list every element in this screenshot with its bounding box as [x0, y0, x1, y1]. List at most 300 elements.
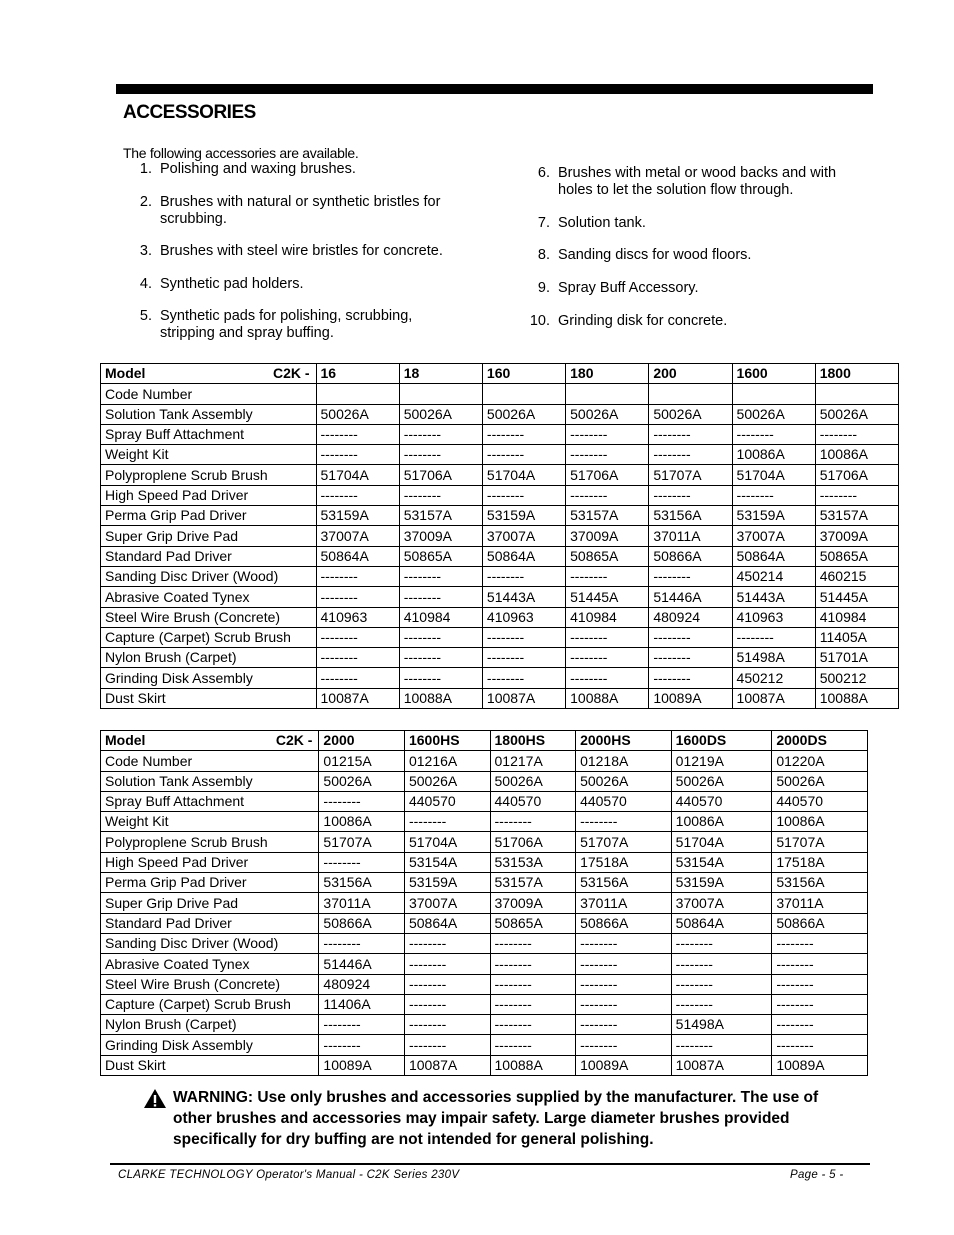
table-cell: 37007A — [316, 526, 399, 546]
table-cell: -------- — [482, 648, 565, 668]
table-cell: 53157A — [490, 873, 576, 893]
table-cell: 10088A — [566, 688, 649, 708]
table-cell: 440570 — [490, 791, 576, 811]
table-cell: 50865A — [815, 546, 898, 566]
table-cell: -------- — [404, 812, 490, 832]
table-cell: 50864A — [404, 913, 490, 933]
table-cell: 50866A — [772, 913, 868, 933]
table-cell: 51498A — [671, 1015, 772, 1035]
table-cell: -------- — [404, 1035, 490, 1055]
table-row — [101, 954, 868, 974]
table-cell: 53157A — [399, 506, 482, 526]
table-cell: -------- — [671, 974, 772, 994]
table-cell: 01218A — [576, 751, 672, 771]
table-cell: -------- — [649, 485, 732, 505]
table-cell: -------- — [482, 566, 565, 586]
table-cell: 50026A — [482, 404, 565, 424]
table-cell: -------- — [815, 485, 898, 505]
row-label: Steel Wire Brush (Concrete) — [101, 607, 317, 627]
table-row — [101, 587, 899, 607]
table-cell: -------- — [566, 445, 649, 465]
row-label: Sanding Disc Driver (Wood) — [101, 933, 319, 953]
table-cell: 37007A — [671, 893, 772, 913]
table-cell: -------- — [671, 1035, 772, 1055]
table-cell: 50866A — [576, 913, 672, 933]
table-cell: -------- — [482, 424, 565, 444]
table-cell: 50865A — [399, 546, 482, 566]
table-cell: 51707A — [649, 465, 732, 485]
table-cell — [649, 384, 732, 404]
column-header: 2000DS — [772, 731, 868, 751]
row-label: Super Grip Drive Pad — [101, 893, 319, 913]
table-cell: 450214 — [732, 566, 815, 586]
table-row — [101, 974, 868, 994]
table-cell: 37009A — [566, 526, 649, 546]
table-cell: -------- — [319, 791, 405, 811]
table-cell: 440570 — [404, 791, 490, 811]
table-cell: 51498A — [732, 648, 815, 668]
table-cell: -------- — [316, 485, 399, 505]
table-cell: 50026A — [566, 404, 649, 424]
table-cell: -------- — [404, 1015, 490, 1035]
table-header-row — [101, 731, 868, 751]
table-cell: 17518A — [576, 852, 672, 872]
table-cell: 53156A — [649, 506, 732, 526]
table-cell: -------- — [576, 933, 672, 953]
table-cell: -------- — [319, 852, 405, 872]
table-cell: -------- — [490, 1015, 576, 1035]
table-cell: -------- — [566, 424, 649, 444]
table-cell: 50864A — [671, 913, 772, 933]
table-cell: -------- — [316, 445, 399, 465]
table-cell: 410963 — [732, 607, 815, 627]
table-cell: -------- — [482, 445, 565, 465]
list-item-text: Solution tank. — [558, 215, 646, 231]
row-label: Polyproplene Scrub Brush — [101, 465, 317, 485]
row-label: Code Number — [101, 751, 319, 771]
table-cell: 50026A — [772, 771, 868, 791]
intro-text: The following accessories are available. — [123, 145, 359, 161]
series-label: C2K - — [275, 732, 313, 749]
table-cell: -------- — [490, 954, 576, 974]
row-label: Grinding Disk Assembly — [101, 1035, 319, 1055]
series-label: C2K - — [272, 365, 310, 382]
table-cell: 10086A — [319, 812, 405, 832]
table-row — [101, 668, 899, 688]
table-row — [101, 994, 868, 1014]
row-label: Standard Pad Driver — [101, 913, 319, 933]
table-cell: -------- — [772, 974, 868, 994]
table-cell: 53159A — [316, 506, 399, 526]
row-label: Grinding Disk Assembly — [101, 668, 317, 688]
table-row — [101, 485, 899, 505]
footer-page-number: Page - 5 - — [790, 1169, 844, 1181]
table-row — [101, 1015, 868, 1035]
list-item-number: 9. — [537, 280, 550, 296]
table-cell: 410984 — [815, 607, 898, 627]
table-cell: -------- — [490, 812, 576, 832]
row-label: Standard Pad Driver — [101, 546, 317, 566]
table-cell: 10089A — [576, 1055, 672, 1075]
table-cell: -------- — [732, 424, 815, 444]
list-item-number: 7. — [537, 215, 550, 231]
list-item-number: 4. — [139, 276, 152, 292]
table-cell — [482, 384, 565, 404]
table-row — [101, 526, 899, 546]
list-item-text: Brushes with metal or wood backs and with holes to let the solution flow through. — [558, 165, 837, 198]
table-cell: 01219A — [671, 751, 772, 771]
table-cell: 480924 — [649, 607, 732, 627]
row-label: Code Number — [101, 384, 317, 404]
table-cell: -------- — [815, 424, 898, 444]
list-item-text: Brushes with steel wire bristles for concrete. — [160, 243, 443, 259]
table-cell: -------- — [649, 668, 732, 688]
row-label: High Speed Pad Driver — [101, 852, 319, 872]
table-cell: 50866A — [319, 913, 405, 933]
table-cell — [566, 384, 649, 404]
list-item-text: Spray Buff Accessory. — [558, 280, 699, 296]
table-cell: -------- — [649, 445, 732, 465]
table-row — [101, 893, 868, 913]
table-cell: -------- — [732, 627, 815, 647]
table-cell — [815, 384, 898, 404]
page-title: ACCESSORIES — [123, 102, 256, 123]
column-header: 18 — [399, 364, 482, 384]
table-row — [101, 852, 868, 872]
table-cell: 51707A — [772, 832, 868, 852]
table-cell: 53159A — [732, 506, 815, 526]
table-cell: -------- — [399, 445, 482, 465]
table-row — [101, 648, 899, 668]
table-cell: -------- — [772, 933, 868, 953]
table-cell: 11406A — [319, 994, 405, 1014]
row-label: Weight Kit — [101, 812, 319, 832]
table-cell: 10089A — [319, 1055, 405, 1075]
table-cell: -------- — [576, 954, 672, 974]
table-cell: 10087A — [482, 688, 565, 708]
row-label: Weight Kit — [101, 445, 317, 465]
table-row — [101, 566, 899, 586]
table-cell: 37007A — [732, 526, 815, 546]
row-label: Spray Buff Attachment — [101, 791, 319, 811]
table-cell: 01220A — [772, 751, 868, 771]
table-cell: 50864A — [732, 546, 815, 566]
list-item-text: Synthetic pads for polishing, scrubbing, stripping and spray buffing. — [160, 308, 413, 341]
table-cell: -------- — [772, 994, 868, 1014]
table-cell: -------- — [566, 485, 649, 505]
table-cell: 500212 — [815, 668, 898, 688]
column-header: 1800 — [815, 364, 898, 384]
row-label: Dust Skirt — [101, 688, 317, 708]
table-cell: -------- — [399, 485, 482, 505]
table-cell: 10087A — [316, 688, 399, 708]
table-cell: 53157A — [815, 506, 898, 526]
list-item-text: Sanding discs for wood floors. — [558, 247, 752, 263]
table-cell: -------- — [399, 587, 482, 607]
table-row — [101, 546, 899, 566]
table-cell: 01215A — [319, 751, 405, 771]
table-cell: -------- — [576, 994, 672, 1014]
header-model-cell — [101, 731, 319, 751]
table-cell: 53156A — [772, 873, 868, 893]
table-cell: -------- — [649, 566, 732, 586]
table-cell: -------- — [316, 424, 399, 444]
list-item-number: 6. — [537, 165, 550, 181]
table-cell: -------- — [649, 648, 732, 668]
table-cell: 53154A — [404, 852, 490, 872]
warning-icon — [143, 1088, 167, 1115]
column-header: 160 — [482, 364, 565, 384]
table-cell: 51706A — [490, 832, 576, 852]
table-cell: 440570 — [671, 791, 772, 811]
top-rule — [116, 84, 873, 94]
table-cell — [732, 384, 815, 404]
table-cell: 51704A — [316, 465, 399, 485]
row-label: Abrasive Coated Tynex — [101, 587, 317, 607]
table-cell: -------- — [566, 648, 649, 668]
column-header: 180 — [566, 364, 649, 384]
list-item-text: Polishing and waxing brushes. — [160, 161, 356, 177]
column-header: 16 — [316, 364, 399, 384]
table-row — [101, 873, 868, 893]
list-item-text: Synthetic pad holders. — [160, 276, 304, 292]
table-cell — [316, 384, 399, 404]
table-cell: -------- — [772, 1015, 868, 1035]
table-cell: 37011A — [649, 526, 732, 546]
table-cell: -------- — [399, 648, 482, 668]
table-cell: 37009A — [399, 526, 482, 546]
table-cell: 53159A — [482, 506, 565, 526]
table-row — [101, 771, 868, 791]
row-label: Solution Tank Assembly — [101, 771, 319, 791]
table-cell: -------- — [399, 566, 482, 586]
table-row — [101, 688, 899, 708]
table-cell: -------- — [319, 1035, 405, 1055]
table-cell: 51445A — [815, 587, 898, 607]
table-row — [101, 424, 899, 444]
table-cell: 37011A — [319, 893, 405, 913]
table-cell: 50026A — [319, 771, 405, 791]
row-label: Super Grip Drive Pad — [101, 526, 317, 546]
table-cell: 50864A — [316, 546, 399, 566]
table-cell: 51704A — [404, 832, 490, 852]
row-label: Dust Skirt — [101, 1055, 319, 1075]
table-cell: -------- — [399, 424, 482, 444]
table-cell: 37007A — [404, 893, 490, 913]
table-cell: 50865A — [490, 913, 576, 933]
row-label: High Speed Pad Driver — [101, 485, 317, 505]
table-cell: 50864A — [482, 546, 565, 566]
footer-manual-title: CLARKE TECHNOLOGY Operator's Manual - C2K Series 230V — [118, 1169, 460, 1181]
table-cell: 10086A — [815, 445, 898, 465]
table-cell: -------- — [482, 627, 565, 647]
table-cell: 50026A — [671, 771, 772, 791]
row-label: Sanding Disc Driver (Wood) — [101, 566, 317, 586]
table-cell: 51704A — [671, 832, 772, 852]
table-cell: 37009A — [490, 893, 576, 913]
table-row — [101, 832, 868, 852]
list-item-number: 5. — [139, 308, 152, 324]
table-cell: 50026A — [576, 771, 672, 791]
table-row — [101, 1035, 868, 1055]
table-cell: 10088A — [815, 688, 898, 708]
table-cell: -------- — [316, 566, 399, 586]
table-cell: 450212 — [732, 668, 815, 688]
table-cell: 53156A — [576, 873, 672, 893]
table-cell: 51707A — [576, 832, 672, 852]
model-label: Model — [105, 365, 146, 382]
table-cell: 37011A — [576, 893, 672, 913]
table-cell: -------- — [482, 485, 565, 505]
table-cell: -------- — [732, 485, 815, 505]
table-cell: -------- — [671, 954, 772, 974]
table-cell: 53156A — [319, 873, 405, 893]
table-cell: -------- — [772, 954, 868, 974]
table-cell: -------- — [576, 812, 672, 832]
table-cell: -------- — [316, 627, 399, 647]
column-header: 200 — [649, 364, 732, 384]
table-cell: 51707A — [319, 832, 405, 852]
table-header-row — [101, 364, 899, 384]
table-cell: -------- — [649, 627, 732, 647]
table-cell: 51704A — [482, 465, 565, 485]
table-row — [101, 1055, 868, 1075]
table-cell: 51443A — [732, 587, 815, 607]
table-cell: -------- — [404, 974, 490, 994]
table-cell: -------- — [671, 933, 772, 953]
table-cell: 50026A — [732, 404, 815, 424]
table-cell: 51706A — [566, 465, 649, 485]
row-label: Capture (Carpet) Scrub Brush — [101, 627, 317, 647]
table-cell: -------- — [671, 994, 772, 1014]
table-cell: 51443A — [482, 587, 565, 607]
table-cell: 10089A — [649, 688, 732, 708]
table-cell: 10086A — [671, 812, 772, 832]
table-cell: 50026A — [815, 404, 898, 424]
table-cell: 410984 — [566, 607, 649, 627]
accessory-table-1 — [100, 363, 899, 709]
row-label: Polyproplene Scrub Brush — [101, 832, 319, 852]
table-row — [101, 445, 899, 465]
table-cell: 410963 — [482, 607, 565, 627]
table-row — [101, 791, 868, 811]
table-cell: 51445A — [566, 587, 649, 607]
table-cell: 53159A — [671, 873, 772, 893]
table-cell: 50866A — [649, 546, 732, 566]
table-cell: 440570 — [576, 791, 672, 811]
table-cell — [399, 384, 482, 404]
column-header: 2000 — [319, 731, 405, 751]
list-item-number: 2. — [139, 194, 152, 210]
table-cell: -------- — [566, 566, 649, 586]
table-cell: 50026A — [316, 404, 399, 424]
row-label: Solution Tank Assembly — [101, 404, 317, 424]
table-cell: 53159A — [404, 873, 490, 893]
table-cell: 37007A — [482, 526, 565, 546]
table-cell: 50026A — [649, 404, 732, 424]
table-cell: 440570 — [772, 791, 868, 811]
table-cell: 10088A — [490, 1055, 576, 1075]
table-cell: -------- — [404, 954, 490, 974]
table-cell: 53157A — [566, 506, 649, 526]
list-item-text: Grinding disk for concrete. — [558, 313, 728, 329]
table-row — [101, 384, 899, 404]
row-label: Abrasive Coated Tynex — [101, 954, 319, 974]
table-cell: 01217A — [490, 751, 576, 771]
table-cell: 10087A — [671, 1055, 772, 1075]
table-cell: -------- — [772, 1035, 868, 1055]
column-header: 2000HS — [576, 731, 672, 751]
row-label: Nylon Brush (Carpet) — [101, 1015, 319, 1035]
table-cell: -------- — [482, 668, 565, 688]
table-cell: 37011A — [772, 893, 868, 913]
table-cell: 10089A — [772, 1055, 868, 1075]
table-cell: 10088A — [399, 688, 482, 708]
table-cell: 50026A — [399, 404, 482, 424]
list-item-text: Brushes with natural or synthetic bristles for scrubbing. — [160, 194, 441, 227]
table-cell: 53154A — [671, 852, 772, 872]
table-row — [101, 627, 899, 647]
table-cell: -------- — [404, 994, 490, 1014]
table-row — [101, 506, 899, 526]
table-cell: 51446A — [319, 954, 405, 974]
table-cell: 51701A — [815, 648, 898, 668]
accessory-table-2 — [100, 730, 868, 1076]
table-cell: 11405A — [815, 627, 898, 647]
table-cell: 51706A — [815, 465, 898, 485]
table-cell: -------- — [399, 668, 482, 688]
row-label: Perma Grip Pad Driver — [101, 506, 317, 526]
column-header: 1600DS — [671, 731, 772, 751]
table-cell: -------- — [490, 933, 576, 953]
row-label: Spray Buff Attachment — [101, 424, 317, 444]
table-cell: 410984 — [399, 607, 482, 627]
table-cell: 410963 — [316, 607, 399, 627]
row-label: Nylon Brush (Carpet) — [101, 648, 317, 668]
list-item-number: 10. — [529, 313, 550, 329]
list-item-number: 1. — [139, 161, 152, 177]
table-cell: -------- — [399, 627, 482, 647]
table-cell: -------- — [566, 668, 649, 688]
table-cell: -------- — [576, 1035, 672, 1055]
table-cell: 460215 — [815, 566, 898, 586]
table-cell: -------- — [649, 424, 732, 444]
table-row — [101, 465, 899, 485]
table-cell: -------- — [319, 933, 405, 953]
column-header: 1600HS — [404, 731, 490, 751]
table-cell: 50026A — [490, 771, 576, 791]
table-cell: 01216A — [404, 751, 490, 771]
table-cell: -------- — [566, 627, 649, 647]
table-cell: -------- — [576, 1015, 672, 1035]
table-cell: -------- — [319, 1015, 405, 1035]
table-cell: -------- — [316, 668, 399, 688]
table-cell: 50026A — [404, 771, 490, 791]
table-row — [101, 812, 868, 832]
table-cell: 37009A — [815, 526, 898, 546]
table-cell: 51706A — [399, 465, 482, 485]
table-row — [101, 404, 899, 424]
table-cell: -------- — [490, 994, 576, 1014]
table-cell: 10086A — [732, 445, 815, 465]
table-row — [101, 913, 868, 933]
table-cell: -------- — [316, 587, 399, 607]
row-label: Perma Grip Pad Driver — [101, 873, 319, 893]
table-cell: 51446A — [649, 587, 732, 607]
table-cell: -------- — [316, 648, 399, 668]
table-cell: -------- — [490, 974, 576, 994]
table-cell: 51704A — [732, 465, 815, 485]
